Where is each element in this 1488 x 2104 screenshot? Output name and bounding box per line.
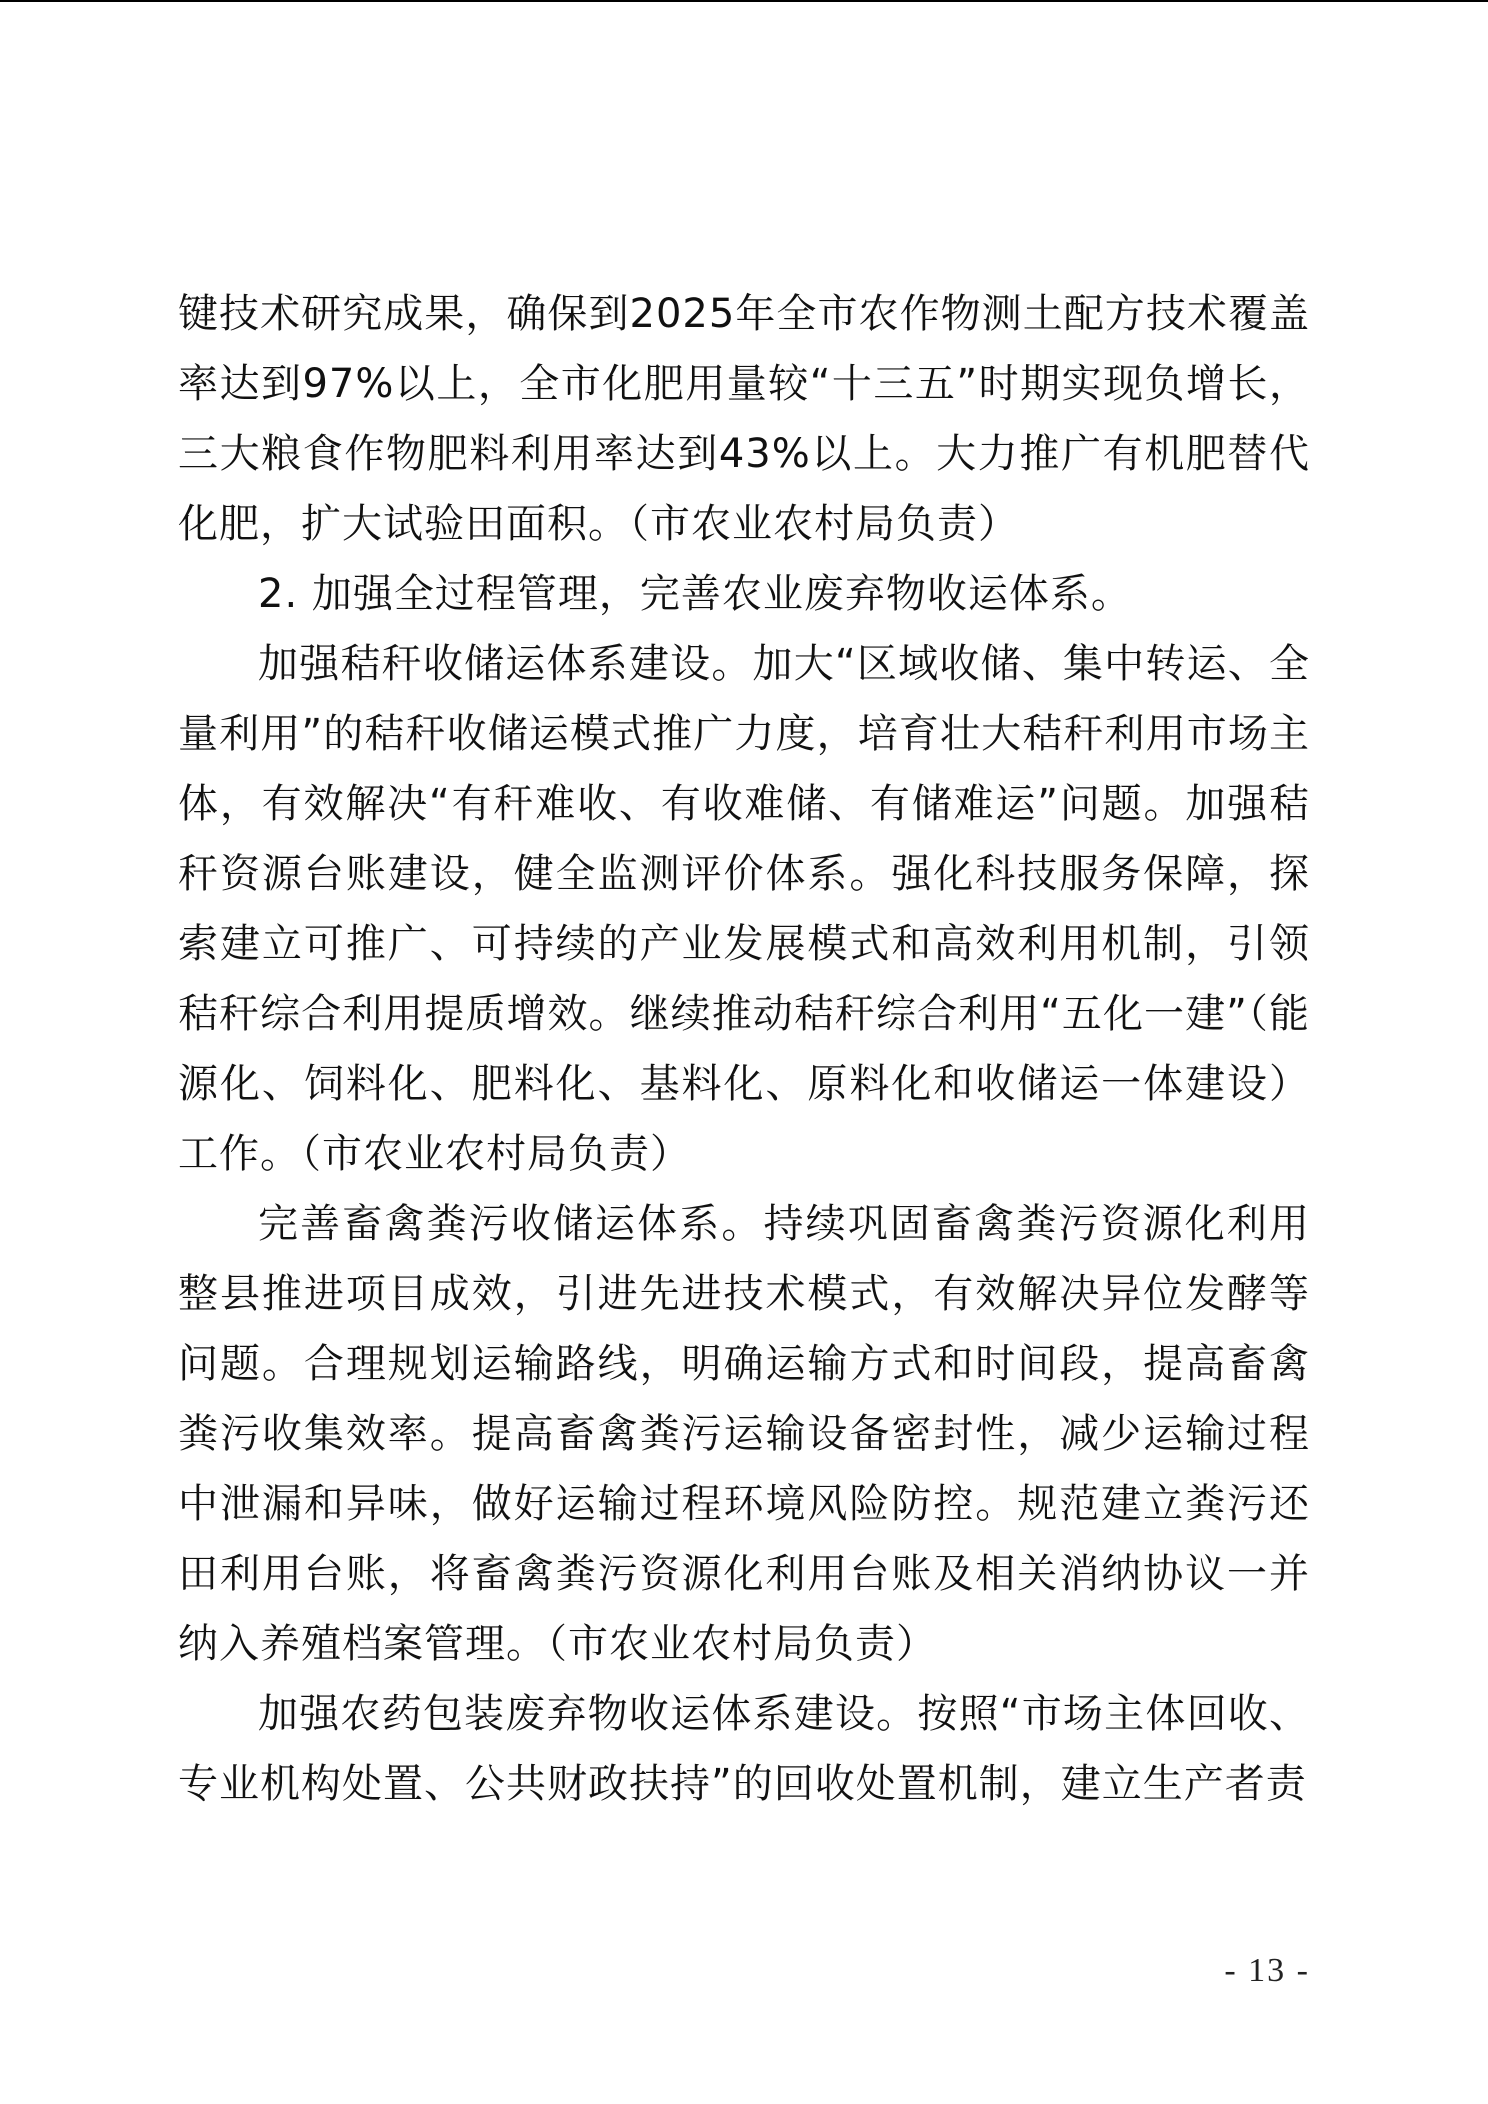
document-body — [178, 279, 1310, 1819]
top-border-rule — [0, 0, 1488, 2]
paragraph-straw-system: 加强秸秆收储运体系建设。加大“区域收储、集中转运、全量利用”的秸秆收储运模式推广力度，培育壮大秸秆利用市场主体，有效解决“有秆难收、有收难储、有储难运”问题。加强秸秆资源台账建设，健全监测评价体系。强化科技服务保障，探索建立可推广、可持续的产业发展模式和高效利用机制，引领秸秆综合利用提质增效。继续推动秸秆综合利用“五化一建”（能源化、饲料化、肥料化、基料化、原料化和收储运一体建设）工作。（市农业农村局负责） — [178, 641, 1310, 1177]
page-number: - 13 - — [1224, 1952, 1310, 1989]
section-heading-waste-collection: 2. 加强全过程管理，完善农业废弃物收运体系。 — [258, 571, 1132, 617]
paragraph-fertilizer-continuation: 键技术研究成果，确保到2025年全市农作物测土配方技术覆盖率达到97%以上，全市化肥用量较“十三五”时期实现负增长，三大粮食作物肥料利用率达到43%以上。大力推广有机肥替代化肥，扩大试验田面积。（市农业农村局负责） — [178, 291, 1310, 547]
paragraph-manure-system: 完善畜禽粪污收储运体系。持续巩固畜禽粪污资源化利用整县推进项目成效，引进先进技术模式，有效解决异位发酵等问题。合理规划运输路线，明确运输方式和时间段，提高畜禽粪污收集效率。提高畜禽粪污运输设备密封性，减少运输过程中泄漏和异味，做好运输过程环境风险防控。规范建立粪污还田利用台账，将畜禽粪污资源化利用台账及相关消纳协议一并纳入养殖档案管理。（市农业农村局负责） — [178, 1201, 1310, 1667]
paragraph-pesticide-packaging: 加强农药包装废弃物收运体系建设。按照“市场主体回收、专业机构处置、公共财政扶持”的回收处置机制，建立生产者责 — [178, 1691, 1310, 1807]
